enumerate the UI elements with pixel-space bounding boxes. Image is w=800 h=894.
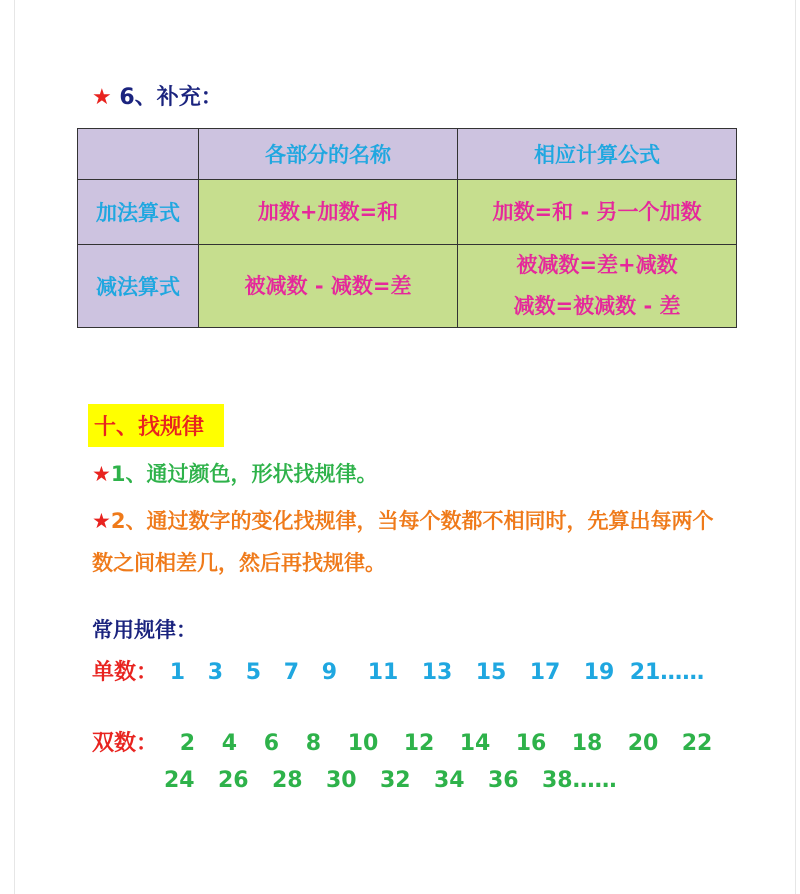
point-1 (92, 458, 377, 488)
even-number: 22 (681, 731, 713, 756)
addition-part-names: 加数+加数=和 (199, 180, 458, 245)
odd-numbers-row (92, 655, 704, 686)
odd-number: 7 (283, 660, 299, 685)
row-label-addition: 加法算式 (78, 180, 199, 245)
subtraction-formulas (458, 245, 737, 328)
even-number: 14 (459, 731, 491, 756)
point-1-text: 1、通过颜色，形状找规律。 (110, 462, 378, 486)
even-number: 6 (263, 731, 279, 756)
odd-number: 1 (169, 660, 185, 685)
section-10-heading: 十、找规律 (88, 404, 224, 447)
table-row-addition (78, 180, 737, 245)
even-number: 32 (380, 768, 411, 793)
even-number: 10 (347, 731, 379, 756)
even-number: 34 (434, 768, 465, 793)
point-2-text: 2、通过数字的变化找规律，当每个数都不相同时，先算出每两个数之间相差几，然后再找规律。 (92, 509, 714, 575)
table-header-row (78, 129, 737, 180)
even-number: 30 (326, 768, 357, 793)
even-number: 8 (305, 731, 321, 756)
odd-number: 19 (583, 660, 615, 685)
star-icon: ★ (92, 509, 111, 533)
table-row-subtraction (78, 245, 737, 328)
even-number: 2 (179, 731, 195, 756)
even-numbers-row (92, 726, 712, 757)
section-6-title: 6、补充： (119, 85, 223, 110)
header-formulas: 相应计算公式 (458, 129, 737, 180)
odd-number: 9 (321, 660, 337, 685)
even-number: 38…… (542, 768, 617, 793)
odd-number: 15 (475, 660, 507, 685)
even-number: 12 (403, 731, 435, 756)
even-number: 16 (515, 731, 547, 756)
odd-number: 11 (367, 660, 399, 685)
section-6-heading (92, 80, 223, 111)
page-border-left (14, 0, 15, 894)
even-number: 20 (627, 731, 659, 756)
star-icon: ★ (92, 462, 111, 486)
header-part-names: 各部分的名称 (199, 129, 458, 180)
even-number: 4 (221, 731, 237, 756)
even-numbers-row-2 (164, 768, 617, 793)
even-number: 36 (488, 768, 519, 793)
subtraction-part-names: 被减数 - 减数=差 (199, 245, 458, 328)
odd-number: 17 (529, 660, 561, 685)
common-patterns-title: 常用规律： (92, 618, 197, 642)
formula-table (77, 128, 737, 328)
odd-number: 3 (207, 660, 223, 685)
odd-number: 5 (245, 660, 261, 685)
row-label-subtraction: 减法算式 (78, 245, 199, 328)
even-number: 24 (164, 768, 195, 793)
odd-label: 单数： (92, 660, 159, 685)
addition-formula: 加数=和 - 另一个加数 (458, 180, 737, 245)
point-2 (92, 500, 732, 584)
table-corner-cell (78, 129, 199, 180)
odd-number: 21…… (629, 660, 705, 685)
star-icon: ★ (92, 85, 112, 110)
page-border-right (795, 0, 796, 894)
subtraction-formula-2: 减数=被减数 - 差 (513, 294, 681, 318)
even-number: 28 (272, 768, 303, 793)
subtraction-formula-1: 被减数=差+减数 (516, 253, 678, 277)
odd-number: 13 (421, 660, 453, 685)
even-number: 26 (218, 768, 249, 793)
even-label: 双数： (92, 731, 159, 756)
even-number: 18 (571, 731, 603, 756)
